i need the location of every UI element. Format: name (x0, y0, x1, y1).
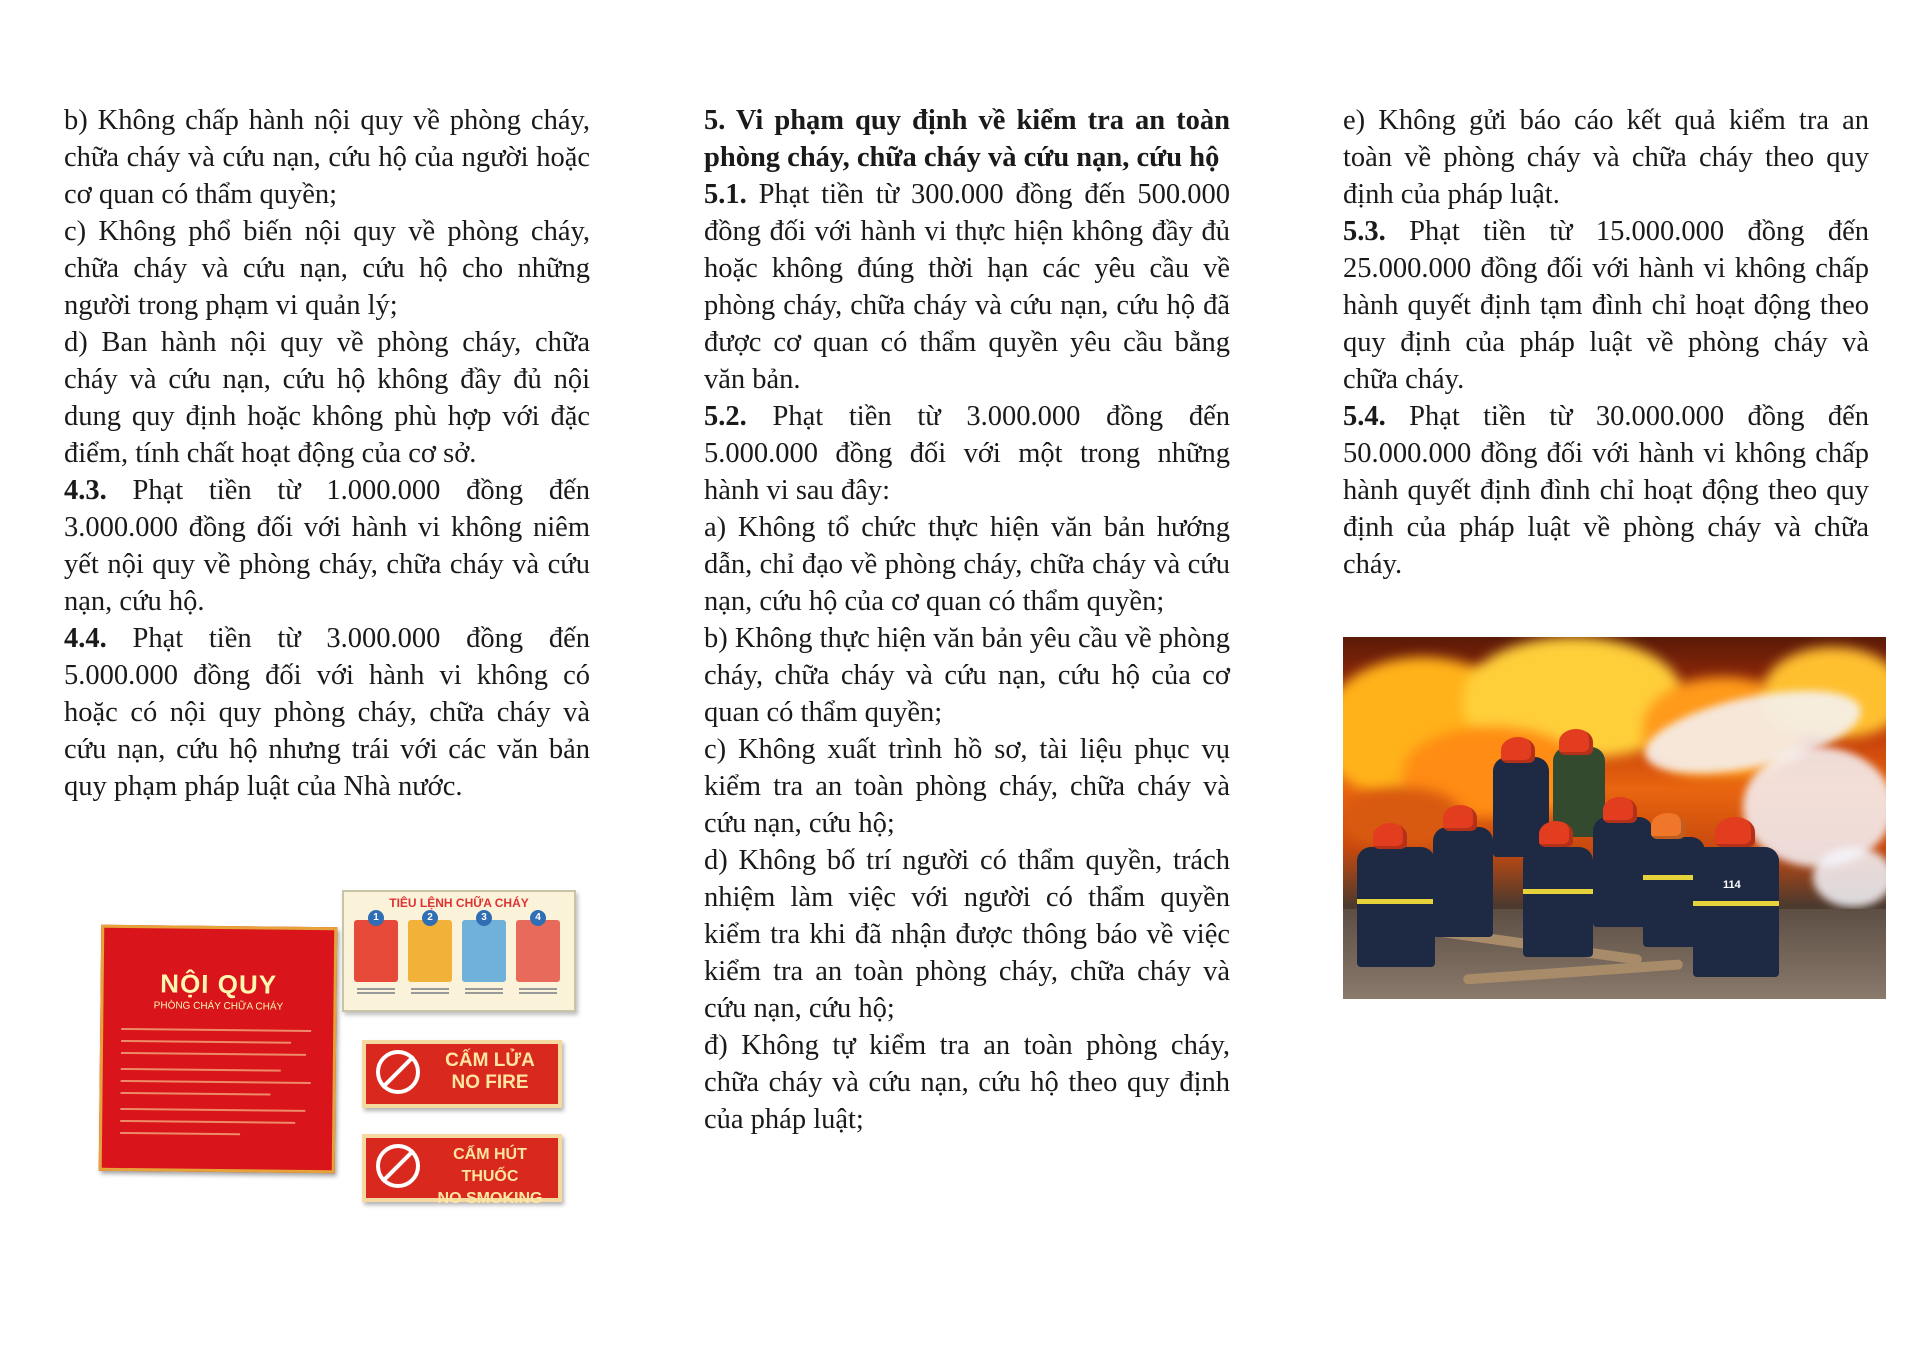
item-c: c) Không xuất trình hồ sơ, tài liệu phục vụ kiểm tra an toàn phòng cháy, chữa cháy và cứu nạn, cứu hộ; (704, 734, 1230, 839)
item-a: a) Không tổ chức thực hiện văn bản hướng dẫn, chỉ đạo về phòng cháy, chữa cháy và cứu nạn, cứu hộ của cơ quan có thẩm quyền; (704, 512, 1230, 617)
item-b: b) Không thực hiện văn bản yêu cầu về phòng cháy, chữa cháy và cứu nạn, cứu hộ của cơ quan có thẩm quyền; (704, 623, 1230, 728)
clause-number: 5.1. (704, 179, 747, 210)
paragraph-b: b) Không chấp hành nội quy về phòng cháy, chữa cháy và cứu nạn, cứu hộ của người hoặc cơ quan có thẩm quyền; (64, 105, 590, 210)
item-dd: đ) Không tự kiểm tra an toàn phòng cháy, chữa cháy và cứu nạn, cứu hộ theo quy định của pháp luật; (704, 1030, 1230, 1135)
no-smoking-sign (362, 1134, 562, 1207)
no-smoking-icon (376, 1144, 420, 1188)
noi-quy-subtitle: PHÒNG CHÁY CHỮA CHÁY (153, 1000, 284, 1013)
no-smoking-vn: CẤM HÚT THUỐC (453, 1146, 527, 1185)
clause-number: 5.2. (704, 401, 747, 432)
clause-number: 4.3. (64, 475, 107, 506)
paragraph-5-4 (1343, 398, 1869, 583)
noi-quy-title: NỘI QUY (160, 968, 278, 1000)
noi-quy-board (99, 925, 338, 1173)
paragraph-4-3 (64, 472, 590, 620)
paragraph-d: d) Ban hành nội quy về phòng cháy, chữa cháy và cứu nạn, cứu hộ không đầy đủ nội dung quy định hoặc không phù hợp với đặc điểm, tính chất hoạt động của cơ sở. (64, 327, 590, 469)
paragraph-5-1 (704, 176, 1230, 398)
paragraph-5-2 (704, 398, 1230, 509)
no-fire-sign (362, 1040, 562, 1108)
clause-text: Phạt tiền từ 15.000.000 đồng đến 25.000.000 đồng đối với hành vi không chấp hành quyết định tạm đình chỉ hoạt động theo quy định của pháp luật về phòng cháy và chữa cháy. (1343, 216, 1869, 395)
column-2 (704, 102, 1230, 1138)
step-number: 2 (422, 910, 438, 926)
item-d: d) Không bố trí người có thẩm quyền, trách nhiệm làm việc với người có thẩm quyền kiểm tra khi đã nhận được thông báo về việc kiểm tra an toàn phòng cháy, chữa cháy và cứu nạn, cứu hộ; (704, 845, 1230, 1024)
step-number: 1 (368, 910, 384, 926)
paragraph-4-4 (64, 620, 590, 805)
badge-114: 114 (1723, 879, 1741, 891)
no-fire-vn: CẤM LỬA (445, 1050, 535, 1071)
clause-number: 5.3. (1343, 216, 1386, 247)
tieu-lenh-board (342, 890, 576, 1012)
clause-text: Phạt tiền từ 3.000.000 đồng đến 5.000.000 đồng đối với một trong những hành vi sau đây: (704, 401, 1230, 506)
step-number: 3 (476, 910, 492, 926)
clause-text: Phạt tiền từ 3.000.000 đồng đến 5.000.000 đồng đối với hành vi không có hoặc có nội quy phòng cháy, chữa cháy và cứu nạn, cứu hộ nhưng trái với các văn bản quy phạm pháp luật của Nhà nước. (64, 623, 590, 802)
paragraph-5-3 (1343, 213, 1869, 398)
clause-text: Phạt tiền từ 300.000 đồng đến 500.000 đồng đối với hành vi thực hiện không đầy đủ hoặc không đúng thời hạn các yêu cầu về phòng cháy, chữa cháy và cứu nạn, cứu hộ đã được cơ quan có thẩm quyền yêu cầu bằng văn bản. (704, 179, 1230, 395)
no-smoking-en: NO SMOKING (437, 1190, 543, 1207)
clause-text: Phạt tiền từ 30.000.000 đồng đến 50.000.000 đồng đối với hành vi không chấp hành quyết định đình chỉ hoạt động theo quy định của pháp luật về phòng cháy và chữa cháy. (1343, 401, 1869, 580)
no-fire-icon (376, 1050, 420, 1094)
tieu-lenh-title: TIÊU LỆNH CHỮA CHÁY (389, 896, 529, 910)
firefighters-photo (1343, 637, 1886, 999)
column-3 (1343, 102, 1869, 583)
no-fire-en: NO FIRE (451, 1072, 529, 1093)
clause-number: 4.4. (64, 623, 107, 654)
section-5-heading: 5. Vi phạm quy định về kiểm tra an toàn phòng cháy, chữa cháy và cứu nạn, cứu hộ (704, 105, 1230, 173)
step-number: 4 (530, 910, 546, 926)
clause-text: Phạt tiền từ 1.000.000 đồng đến 3.000.000 đồng đối với hành vi không niêm yết nội quy về phòng cháy, chữa cháy và cứu nạn, cứu hộ. (64, 475, 590, 617)
clause-number: 5.4. (1343, 401, 1386, 432)
fire-safety-signs-image (96, 886, 590, 1216)
paragraph-c: c) Không phổ biến nội quy về phòng cháy, chữa cháy và cứu nạn, cứu hộ cho những người trong phạm vi quản lý; (64, 216, 590, 321)
item-e: e) Không gửi báo cáo kết quả kiểm tra an toàn về phòng cháy và chữa cháy theo quy định của pháp luật. (1343, 105, 1869, 210)
column-1 (64, 102, 590, 805)
